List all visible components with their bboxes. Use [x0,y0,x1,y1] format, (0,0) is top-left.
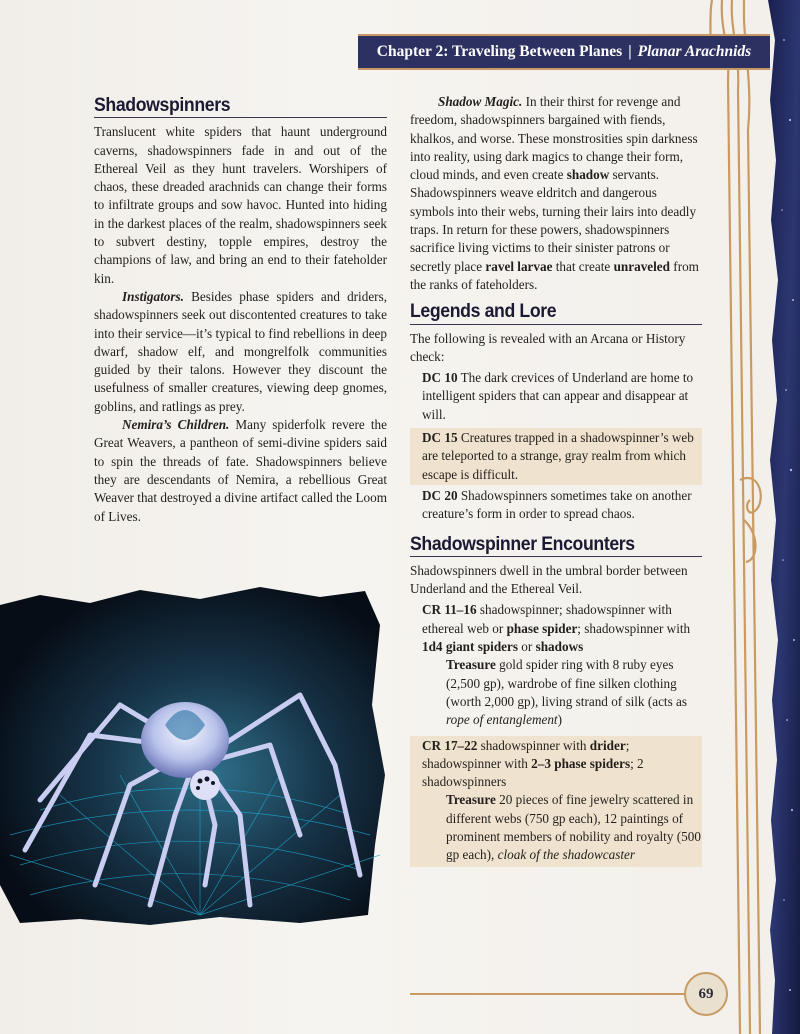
phase-spiders-link: 2–3 phase spiders [531,755,631,771]
chapter-title: Chapter 2: Traveling Between Planes [376,43,623,60]
magic-item: rope of entanglement [446,712,558,728]
drider-link: drider [589,737,626,753]
treasure-line [422,791,702,864]
encounters-intro: Shadowspinners dwell in the umbral border between Underland and the Ethereal Veil. [410,562,688,597]
shadow-magic-title: Shadow Magic. [438,94,523,109]
unraveled-link: unraveled [613,258,670,274]
page-number: 69 [684,972,728,1016]
dc-label: DC 10 [422,370,458,386]
shadowspinner-illustration [0,585,385,925]
encounter-entry [410,601,702,729]
treasure-label: Treasure [446,657,496,673]
treasure-text: 20 pieces of fine jewelry scattered in different webs (750 gp each), 12 paintings of prominent members of nobility and royalty (500 gp each), [446,792,701,863]
instigators-text: Besides phase spiders and driders, shadowspinners seek out discontented creatures to take into their service—it’s typical to find rebellions in deep dwarf, shadow elf, and mongrelfolk communities guided by their talons. However they discount the usefulness of smaller creatures, viewing deep gnomes, goblins, and ratlings as prey. [94,288,387,414]
magic-text-3: that create [552,258,614,274]
instigators-paragraph [94,288,387,416]
left-column [94,97,387,526]
encounter-text: shadowspinner with [477,737,590,753]
encounter-text: or [518,639,536,655]
encounter-line [422,737,702,792]
section-title: Planar Arachnids [637,43,752,60]
encounters-heading: Shadowspinner Encounters [410,536,702,557]
magic-text-2: servants. Shadowspinners weave eldritch and dangerous symbols into their webs, turning their lairs into deadly traps. In return for these powers, shadowspinners sacrifice living victims to their sinister patrons or secretly place [410,167,697,274]
lore-intro: The following is revealed with an Arcana or History check: [410,330,686,364]
encounter-text: ; shadowspinner with [577,620,691,636]
magic-text-1: In their thirst for revenge and freedom, shadowspinners bargained with fiends, khalkos, and worse. These monstrosities spin darkness into reality, using dark magics to change their form, cloud minds, and even create [410,94,698,183]
lore-entry [410,487,702,524]
treasure-text: gold spider ring with 8 ruby eyes (2,500 gp), wardrobe of fine silken clothing (worth 2,000 gp), living strand of silk (acts as [446,657,688,709]
cr-label: CR 11–16 [422,602,477,618]
right-column [410,93,702,867]
instigators-title: Instigators. [122,288,184,304]
encounter-text: ; shadowspinner with [422,737,630,771]
nemira-paragraph [94,416,387,526]
encounter-line [422,601,702,656]
treasure-text: ) [557,712,562,728]
lore-text: Creatures trapped in a shadowspinner’s web are teleported to a strange, gray realm from which escape is difficult. [422,430,694,482]
encounter-entry-highlighted [410,736,702,867]
treasure-line [422,656,702,729]
lore-text: Shadowspinners sometimes take on another creature’s form in order to spread chaos. [422,487,692,522]
shadow-link: shadow [566,167,610,183]
treasure-label: Treasure [446,792,496,808]
phase-spider-link: phase spider [506,620,578,636]
shadow-magic-paragraph [410,93,702,294]
encounter-text: ; 2 shadowspinners [422,755,644,790]
header-separator: | [628,43,632,60]
giant-spiders-link: 1d4 giant spiders [422,639,518,655]
shadows-link: shadows [535,639,584,655]
dc-label: DC 20 [422,487,458,503]
nemira-text: Many spiderfolk revere the Great Weavers, a pantheon of semi-divine spiders said to spin the threads of fate. Shadowspinners believe they are descendants of Nemira, a rebellious Great Weaver that destroyed a divine artifact called the Loom of Lives. [94,417,387,524]
magic-item: cloak of the shadowcaster [497,847,635,863]
cr-label: CR 17–22 [422,737,478,753]
footer-rule [410,993,686,995]
lore-text: The dark crevices of Underland are home to intelligent spiders that can appear and disappear at will. [422,370,694,422]
lore-entry [410,369,702,424]
shadowspinners-intro: Translucent white spiders that haunt underground caverns, shadowspinners fade in and out of the Ethereal Veil as they hunt travelers. Worshipers of chaos, these dreaded arachnids can change their forms to infiltrate groups and sow havoc. Hunted into hiding in the darkest places of the realm, shadowspinners seek to subvert destiny, topple empires, destroy the champions of law, and bring an end to their fateholder kin. [94,124,387,286]
encounter-text: shadowspinner; shadowspinner with ethereal web or [422,602,672,636]
lore-entry-highlighted [410,428,702,485]
dc-label: DC 15 [422,430,458,446]
ornamental-frame [700,0,770,1034]
nemira-title: Nemira’s Children. [122,417,230,433]
legends-lore-heading: Legends and Lore [410,303,702,324]
ravel-larvae-link: ravel larvae [485,258,553,274]
shadowspinners-heading: Shadowspinners [94,97,387,118]
magic-text-4: from the ranks of fateholders. [410,258,699,292]
chapter-header [358,34,770,70]
